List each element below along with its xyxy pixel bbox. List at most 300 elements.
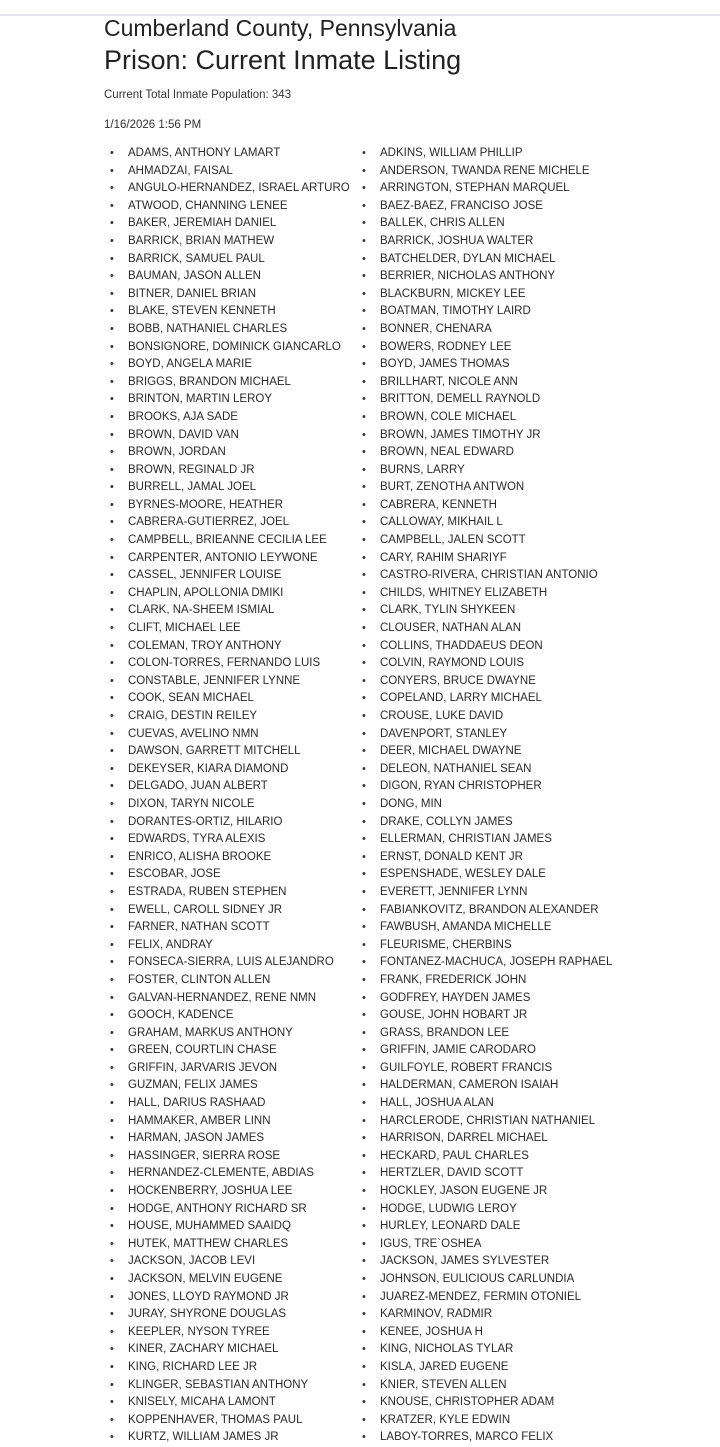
bullet-icon: • bbox=[110, 358, 114, 371]
bullet-icon: • bbox=[110, 1378, 114, 1391]
inmate-name: DRAKE, COLLYN JAMES bbox=[380, 815, 513, 828]
inmate-list-item bbox=[362, 286, 612, 304]
inmate-name: BAEZ-BAEZ, FRANCISO JOSE bbox=[380, 199, 543, 212]
bullet-icon: • bbox=[110, 287, 114, 300]
bullet-icon: • bbox=[362, 1308, 366, 1321]
bullet-icon: • bbox=[110, 815, 114, 828]
bullet-icon: • bbox=[362, 692, 366, 705]
inmate-name: KINER, ZACHARY MICHAEL bbox=[128, 1343, 279, 1356]
inmate-list-item bbox=[362, 1289, 612, 1307]
inmate-name: HARCLERODE, CHRISTIAN NATHANIEL bbox=[380, 1114, 596, 1127]
bullet-icon: • bbox=[110, 1114, 114, 1127]
inmate-name: HARRISON, DARREL MICHAEL bbox=[380, 1132, 548, 1145]
inmate-name: CALLOWAY, MIKHAIL L bbox=[380, 516, 503, 529]
bullet-icon: • bbox=[110, 1167, 114, 1180]
bullet-icon: • bbox=[362, 551, 366, 564]
bullet-icon: • bbox=[362, 305, 366, 318]
inmate-list-item bbox=[110, 1341, 350, 1359]
inmate-list-item bbox=[362, 884, 612, 902]
inmate-list-item bbox=[362, 1165, 612, 1183]
inmate-list-item bbox=[110, 1060, 350, 1078]
bullet-icon: • bbox=[362, 1167, 366, 1180]
bullet-icon: • bbox=[362, 569, 366, 582]
inmate-name: DELGADO, JUAN ALBERT bbox=[128, 780, 268, 793]
inmate-name: CABRERA-GUTIERREZ, JOEL bbox=[128, 516, 290, 529]
bullet-icon: • bbox=[110, 938, 114, 951]
inmate-name: FLEURISME, CHERBINS bbox=[380, 938, 512, 951]
bullet-icon: • bbox=[362, 1237, 366, 1250]
inmate-list-item bbox=[362, 1077, 612, 1095]
bullet-icon: • bbox=[362, 1325, 366, 1338]
inmate-name: BRIGGS, BRANDON MICHAEL bbox=[128, 375, 291, 388]
bullet-icon: • bbox=[110, 446, 114, 459]
inmate-name: CASSEL, JENNIFER LOUISE bbox=[128, 569, 282, 582]
bullet-icon: • bbox=[110, 745, 114, 758]
inmate-list-item bbox=[362, 990, 612, 1008]
inmate-name: GALVAN-HERNANDEZ, RENE NMN bbox=[128, 991, 317, 1004]
bullet-icon: • bbox=[110, 498, 114, 511]
inmate-name: BONNER, CHENARA bbox=[380, 322, 492, 335]
inmate-name: DORANTES-ORTIZ, HILARIO bbox=[128, 815, 283, 828]
bullet-icon: • bbox=[362, 234, 366, 247]
bullet-icon: • bbox=[110, 516, 114, 529]
inmate-list-item bbox=[362, 1324, 612, 1342]
inmate-name: HASSINGER, SIERRA ROSE bbox=[128, 1149, 281, 1162]
bullet-icon: • bbox=[362, 657, 366, 670]
bullet-icon: • bbox=[362, 1044, 366, 1057]
inmate-list-item bbox=[110, 1218, 350, 1236]
bullet-icon: • bbox=[110, 1026, 114, 1039]
inmate-name: ANGULO-HERNANDEZ, ISRAEL ARTURO bbox=[128, 182, 350, 195]
inmate-name: BROWN, DAVID VAN bbox=[128, 428, 239, 441]
inmate-list-item bbox=[110, 1025, 350, 1043]
inmate-list-item bbox=[362, 778, 612, 796]
bullet-icon: • bbox=[110, 182, 114, 195]
bullet-icon: • bbox=[110, 1396, 114, 1409]
bullet-icon: • bbox=[362, 639, 366, 652]
bullet-icon: • bbox=[362, 199, 366, 212]
bullet-icon: • bbox=[362, 921, 366, 934]
inmate-name: GOUSE, JOHN HOBART JR bbox=[380, 1009, 528, 1022]
inmate-list-item bbox=[362, 514, 612, 532]
inmate-list-item bbox=[362, 1025, 612, 1043]
inmate-list-item bbox=[362, 409, 612, 427]
bullet-icon: • bbox=[110, 692, 114, 705]
inmate-name: COPELAND, LARRY MICHAEL bbox=[380, 692, 542, 705]
inmate-name: BLAKE, STEVEN KENNETH bbox=[128, 305, 276, 318]
bullet-icon: • bbox=[362, 516, 366, 529]
inmate-name: JUAREZ-MENDEZ, FERMIN OTONIEL bbox=[380, 1290, 582, 1303]
inmate-name: FABIANKOVITZ, BRANDON ALEXANDER bbox=[380, 903, 599, 916]
inmate-name: CLARK, TYLIN SHYKEEN bbox=[380, 604, 516, 617]
bullet-icon: • bbox=[110, 850, 114, 863]
inmate-list-item bbox=[362, 620, 612, 638]
bullet-icon: • bbox=[110, 252, 114, 265]
bullet-icon: • bbox=[110, 973, 114, 986]
inmate-name: BONSIGNORE, DOMINICK GIANCARLO bbox=[128, 340, 341, 353]
inmate-list-item bbox=[110, 902, 350, 920]
inmate-name: GUILFOYLE, ROBERT FRANCIS bbox=[380, 1061, 553, 1074]
bullet-icon: • bbox=[110, 1132, 114, 1145]
inmate-name: GREEN, COURTLIN CHASE bbox=[128, 1044, 277, 1057]
inmate-name: DIXON, TARYN NICOLE bbox=[128, 797, 255, 810]
inmate-list-item bbox=[362, 303, 612, 321]
bullet-icon: • bbox=[362, 1413, 366, 1426]
inmate-list-item bbox=[110, 690, 350, 708]
bullet-icon: • bbox=[110, 1044, 114, 1057]
bullet-icon: • bbox=[362, 903, 366, 916]
inmate-name: FONSECA-SIERRA, LUIS ALEJANDRO bbox=[128, 956, 334, 969]
inmate-list-item bbox=[362, 796, 612, 814]
inmate-list-item bbox=[362, 1412, 612, 1430]
inmate-list-item bbox=[110, 268, 350, 286]
inmate-list-item bbox=[110, 673, 350, 691]
inmate-list-item bbox=[362, 532, 612, 550]
bullet-icon: • bbox=[362, 1097, 366, 1110]
inmate-list-item bbox=[110, 1165, 350, 1183]
inmate-list-item bbox=[362, 1130, 612, 1148]
bullet-icon: • bbox=[110, 375, 114, 388]
inmate-list-item bbox=[110, 866, 350, 884]
bullet-icon: • bbox=[362, 938, 366, 951]
inmate-list-item bbox=[110, 1007, 350, 1025]
inmate-list-item bbox=[362, 339, 612, 357]
inmate-list-item bbox=[362, 321, 612, 339]
bullet-icon: • bbox=[110, 1185, 114, 1198]
bullet-icon: • bbox=[110, 393, 114, 406]
bullet-icon: • bbox=[110, 217, 114, 230]
inmate-name: DEKEYSER, KIARA DIAMOND bbox=[128, 762, 289, 775]
inmate-list-item bbox=[362, 919, 612, 937]
inmate-name: ADKINS, WILLIAM PHILLIP bbox=[380, 147, 523, 159]
inmate-name: BROWN, JAMES TIMOTHY JR bbox=[380, 428, 541, 441]
inmate-list-item bbox=[362, 937, 612, 955]
inmate-list-item bbox=[362, 814, 612, 832]
inmate-list-item bbox=[110, 1253, 350, 1271]
inmate-name: CUEVAS, AVELINO NMN bbox=[128, 727, 259, 740]
bullet-icon: • bbox=[362, 147, 366, 159]
inmate-list-item bbox=[110, 1429, 350, 1447]
inmate-list-item bbox=[110, 567, 350, 585]
inmate-list-item bbox=[110, 497, 350, 515]
bullet-icon: • bbox=[362, 727, 366, 740]
bullet-icon: • bbox=[362, 956, 366, 969]
inmate-list-item bbox=[362, 180, 612, 198]
inmate-list-item bbox=[110, 550, 350, 568]
inmate-list-item bbox=[362, 1042, 612, 1060]
inmate-list-item bbox=[362, 374, 612, 392]
inmate-name: DELEON, NATHANIEL SEAN bbox=[380, 762, 532, 775]
inmate-list-item bbox=[362, 1148, 612, 1166]
page-header bbox=[104, 14, 461, 133]
inmate-name: BOYD, ANGELA MARIE bbox=[128, 358, 252, 371]
bullet-icon: • bbox=[110, 780, 114, 793]
inmate-name: ANDERSON, TWANDA RENE MICHELE bbox=[380, 164, 590, 177]
inmate-name: CASTRO-RIVERA, CHRISTIAN ANTONIO bbox=[380, 569, 598, 582]
bullet-icon: • bbox=[362, 1220, 366, 1233]
inmate-list-item bbox=[110, 1236, 350, 1254]
bullet-icon: • bbox=[110, 410, 114, 423]
bullet-icon: • bbox=[110, 340, 114, 353]
bullet-icon: • bbox=[362, 428, 366, 441]
bullet-icon: • bbox=[110, 797, 114, 810]
inmate-list-item bbox=[110, 602, 350, 620]
bullet-icon: • bbox=[110, 991, 114, 1004]
bullet-icon: • bbox=[362, 1255, 366, 1268]
inmate-list-item bbox=[110, 532, 350, 550]
inmate-name: BRITTON, DEMELL RAYNOLD bbox=[380, 393, 541, 406]
bullet-icon: • bbox=[362, 710, 366, 722]
inmate-name: DAWSON, GARRETT MITCHELL bbox=[128, 745, 301, 758]
inmate-name: CRAIG, DESTIN REILEY bbox=[128, 710, 258, 722]
inmate-list-item bbox=[110, 655, 350, 673]
inmate-name: BOWERS, RODNEY LEE bbox=[380, 340, 512, 353]
bullet-icon: • bbox=[362, 745, 366, 758]
inmate-list-item bbox=[362, 567, 612, 585]
inmate-list-item bbox=[362, 427, 612, 445]
inmate-name: ARRINGTON, STEPHAN MARQUEL bbox=[380, 182, 570, 195]
bullet-icon: • bbox=[110, 1413, 114, 1426]
bullet-icon: • bbox=[110, 270, 114, 283]
bullet-icon: • bbox=[362, 393, 366, 406]
inmate-list-item bbox=[362, 655, 612, 673]
inmate-name: JACKSON, JAMES SYLVESTER bbox=[380, 1255, 550, 1268]
inmate-name: KNIER, STEVEN ALLEN bbox=[380, 1378, 507, 1391]
bullet-icon: • bbox=[110, 1343, 114, 1356]
bullet-icon: • bbox=[362, 287, 366, 300]
bullet-icon: • bbox=[362, 1202, 366, 1215]
inmate-list-item bbox=[362, 673, 612, 691]
inmate-name: ELLERMAN, CHRISTIAN JAMES bbox=[380, 833, 552, 846]
inmate-list-item bbox=[110, 427, 350, 445]
bullet-icon: • bbox=[362, 622, 366, 635]
inmate-list-item bbox=[362, 391, 612, 409]
inmate-name: FELIX, ANDRAY bbox=[128, 938, 213, 951]
bullet-icon: • bbox=[362, 1026, 366, 1039]
inmate-name: BURNS, LARRY bbox=[380, 463, 465, 476]
bullet-icon: • bbox=[362, 1396, 366, 1409]
inmate-list-item bbox=[110, 462, 350, 480]
inmate-list-item bbox=[362, 1183, 612, 1201]
bullet-icon: • bbox=[362, 1149, 366, 1162]
inmate-list-item bbox=[110, 1359, 350, 1377]
inmate-list-item bbox=[110, 233, 350, 251]
bullet-icon: • bbox=[362, 446, 366, 459]
inmate-name: EVERETT, JENNIFER LYNN bbox=[380, 885, 528, 898]
inmate-list-item bbox=[362, 831, 612, 849]
inmate-name: BURT, ZENOTHA ANTWON bbox=[380, 481, 525, 494]
bullet-icon: • bbox=[362, 885, 366, 898]
inmate-list-item bbox=[362, 602, 612, 620]
inmate-list-item bbox=[362, 479, 612, 497]
inmate-name: CLIFT, MICHAEL LEE bbox=[128, 622, 241, 635]
bullet-icon: • bbox=[110, 164, 114, 177]
inmate-name: HOCKLEY, JASON EUGENE JR bbox=[380, 1185, 548, 1198]
inmate-list-item bbox=[362, 1236, 612, 1254]
inmate-list-item bbox=[362, 268, 612, 286]
bullet-icon: • bbox=[110, 428, 114, 441]
bullet-icon: • bbox=[362, 991, 366, 1004]
inmate-name: HARMAN, JASON JAMES bbox=[128, 1132, 265, 1145]
inmate-name: CAMPBELL, BRIEANNE CECILIA LEE bbox=[128, 534, 327, 547]
inmate-list-item bbox=[362, 1113, 612, 1131]
bullet-icon: • bbox=[110, 1202, 114, 1215]
report-timestamp: 1/16/2026 1:56 PM bbox=[104, 119, 202, 131]
bullet-icon: • bbox=[110, 1097, 114, 1110]
bullet-icon: • bbox=[110, 322, 114, 335]
inmate-list-item bbox=[362, 145, 612, 163]
bullet-icon: • bbox=[362, 1061, 366, 1074]
bullet-icon: • bbox=[362, 797, 366, 810]
inmate-name: ATWOOD, CHANNING LENEE bbox=[128, 199, 288, 212]
inmate-name: KENEE, JOSHUA H bbox=[380, 1325, 483, 1338]
inmate-name: HALL, JOSHUA ALAN bbox=[380, 1097, 494, 1110]
bullet-icon: • bbox=[110, 1009, 114, 1022]
page-title: Prison: Current Inmate Listing bbox=[104, 45, 462, 75]
inmate-list-item bbox=[110, 163, 350, 181]
inmate-list-item bbox=[110, 796, 350, 814]
inmate-list-item bbox=[110, 514, 350, 532]
bullet-icon: • bbox=[362, 973, 366, 986]
inmate-list-item bbox=[110, 1148, 350, 1166]
bullet-icon: • bbox=[110, 956, 114, 969]
bullet-icon: • bbox=[110, 1149, 114, 1162]
inmate-name: COLVIN, RAYMOND LOUIS bbox=[380, 657, 524, 670]
inmate-list-item bbox=[110, 198, 350, 216]
inmate-name: KNOUSE, CHRISTOPHER ADAM bbox=[380, 1396, 555, 1409]
inmate-list-item bbox=[362, 497, 612, 515]
inmate-list-item bbox=[110, 814, 350, 832]
inmate-name: HOUSE, MUHAMMED SAAIDQ bbox=[128, 1220, 291, 1233]
bullet-icon: • bbox=[362, 1273, 366, 1285]
inmate-list-item bbox=[362, 726, 612, 744]
inmate-name: BROWN, REGINALD JR bbox=[128, 463, 255, 476]
bullet-icon: • bbox=[110, 921, 114, 934]
inmate-list-item bbox=[362, 163, 612, 181]
inmate-list-item bbox=[110, 585, 350, 603]
inmate-list-item bbox=[362, 1341, 612, 1359]
population-count: Current Total Inmate Population: 343 bbox=[104, 89, 292, 101]
inmate-name: COLLINS, THADDAEUS DEON bbox=[380, 639, 543, 652]
inmate-name: ADAMS, ANTHONY LAMART bbox=[128, 147, 281, 159]
bullet-icon: • bbox=[362, 674, 366, 687]
inmate-list-item bbox=[110, 1306, 350, 1324]
inmate-name: CARY, RAHIM SHARIYF bbox=[380, 551, 507, 564]
bullet-icon: • bbox=[362, 1360, 366, 1373]
inmate-list-item bbox=[110, 1394, 350, 1412]
inmate-name: GRIFFIN, JAMIE CARODARO bbox=[380, 1044, 536, 1057]
bullet-icon: • bbox=[362, 182, 366, 195]
bullet-icon: • bbox=[362, 498, 366, 511]
bullet-icon: • bbox=[110, 1360, 114, 1373]
inmate-name: DAVENPORT, STANLEY bbox=[380, 727, 508, 740]
bullet-icon: • bbox=[110, 762, 114, 775]
inmate-list-item bbox=[362, 462, 612, 480]
inmate-list-item bbox=[110, 937, 350, 955]
inmate-name: ESTRADA, RUBEN STEPHEN bbox=[128, 885, 287, 898]
inmate-list-item bbox=[110, 321, 350, 339]
bullet-icon: • bbox=[110, 710, 114, 722]
inmate-name: FONTANEZ-MACHUCA, JOSEPH RAPHAEL bbox=[380, 956, 613, 969]
inmate-name: BARRICK, SAMUEL PAUL bbox=[128, 252, 265, 265]
bullet-icon: • bbox=[110, 569, 114, 582]
inmate-list-item bbox=[362, 215, 612, 233]
bullet-icon: • bbox=[110, 463, 114, 476]
inmate-name: JOHNSON, EULICIOUS CARLUNDIA bbox=[380, 1273, 575, 1285]
inmate-name: HODGE, LUDWIG LEROY bbox=[380, 1202, 517, 1215]
inmate-list-item bbox=[110, 286, 350, 304]
bullet-icon: • bbox=[362, 780, 366, 793]
inmate-name: COLON-TORRES, FERNANDO LUIS bbox=[128, 657, 321, 670]
inmate-name: BURRELL, JAMAL JOEL bbox=[128, 481, 257, 494]
bullet-icon: • bbox=[362, 850, 366, 863]
bullet-icon: • bbox=[362, 252, 366, 265]
inmate-list-item bbox=[362, 1306, 612, 1324]
inmate-name: KURTZ, WILLIAM JAMES JR bbox=[128, 1431, 279, 1444]
inmate-name: COLEMAN, TROY ANTHONY bbox=[128, 639, 282, 652]
inmate-name: HAMMAKER, AMBER LINN bbox=[128, 1114, 271, 1127]
inmate-list-item bbox=[362, 1218, 612, 1236]
bullet-icon: • bbox=[362, 481, 366, 494]
bullet-icon: • bbox=[362, 1009, 366, 1022]
inmate-name: KRATZER, KYLE EDWIN bbox=[380, 1413, 511, 1426]
bullet-icon: • bbox=[110, 534, 114, 547]
inmate-list-item bbox=[362, 743, 612, 761]
inmate-name: ERNST, DONALD KENT JR bbox=[380, 850, 523, 863]
inmate-list-item bbox=[110, 180, 350, 198]
inmate-name: GRASS, BRANDON LEE bbox=[380, 1026, 510, 1039]
bullet-icon: • bbox=[362, 604, 366, 617]
inmate-list-item bbox=[110, 954, 350, 972]
inmate-name: CLARK, NA-SHEEM ISMIAL bbox=[128, 604, 275, 617]
inmate-list-item bbox=[362, 1429, 612, 1447]
inmate-name: IGUS, TRE`OSHEA bbox=[380, 1237, 482, 1250]
inmate-name: BROWN, NEAL EDWARD bbox=[380, 446, 514, 459]
inmate-list-item bbox=[110, 1095, 350, 1113]
inmate-name: HODGE, ANTHONY RICHARD SR bbox=[128, 1202, 307, 1215]
inmate-name: BARRICK, BRIAN MATHEW bbox=[128, 234, 275, 247]
bullet-icon: • bbox=[362, 1431, 366, 1444]
inmate-list-item bbox=[110, 726, 350, 744]
inmate-list-item bbox=[110, 1077, 350, 1095]
bullet-icon: • bbox=[362, 1132, 366, 1145]
inmate-name: FOSTER, CLINTON ALLEN bbox=[128, 973, 271, 986]
inmate-list-item bbox=[110, 1130, 350, 1148]
inmate-list-item bbox=[110, 391, 350, 409]
bullet-icon: • bbox=[110, 551, 114, 564]
inmate-list-item bbox=[362, 1253, 612, 1271]
bullet-icon: • bbox=[110, 1325, 114, 1338]
inmate-list-item bbox=[362, 954, 612, 972]
inmate-list-item bbox=[362, 972, 612, 990]
inmate-name: DONG, MIN bbox=[380, 797, 442, 810]
inmate-name: HURLEY, LEONARD DALE bbox=[380, 1220, 521, 1233]
bullet-icon: • bbox=[110, 1237, 114, 1250]
inmate-name: JONES, LLOYD RAYMOND JR bbox=[128, 1290, 289, 1303]
bullet-icon: • bbox=[362, 833, 366, 846]
inmate-name: GRAHAM, MARKUS ANTHONY bbox=[128, 1026, 293, 1039]
inmate-name: CROUSE, LUKE DAVID bbox=[380, 710, 504, 722]
inmate-list-item bbox=[362, 198, 612, 216]
inmate-list-item bbox=[362, 1271, 612, 1289]
inmate-list-item bbox=[362, 233, 612, 251]
inmate-name: HOCKENBERRY, JOSHUA LEE bbox=[128, 1185, 293, 1198]
inmate-list-item bbox=[110, 409, 350, 427]
inmate-name: KING, NICHOLAS TYLAR bbox=[380, 1343, 514, 1356]
inmate-name: ESPENSHADE, WESLEY DALE bbox=[380, 868, 546, 881]
inmate-list-item bbox=[110, 1377, 350, 1395]
inmate-name: EDWARDS, TYRA ALEXIS bbox=[128, 833, 266, 846]
